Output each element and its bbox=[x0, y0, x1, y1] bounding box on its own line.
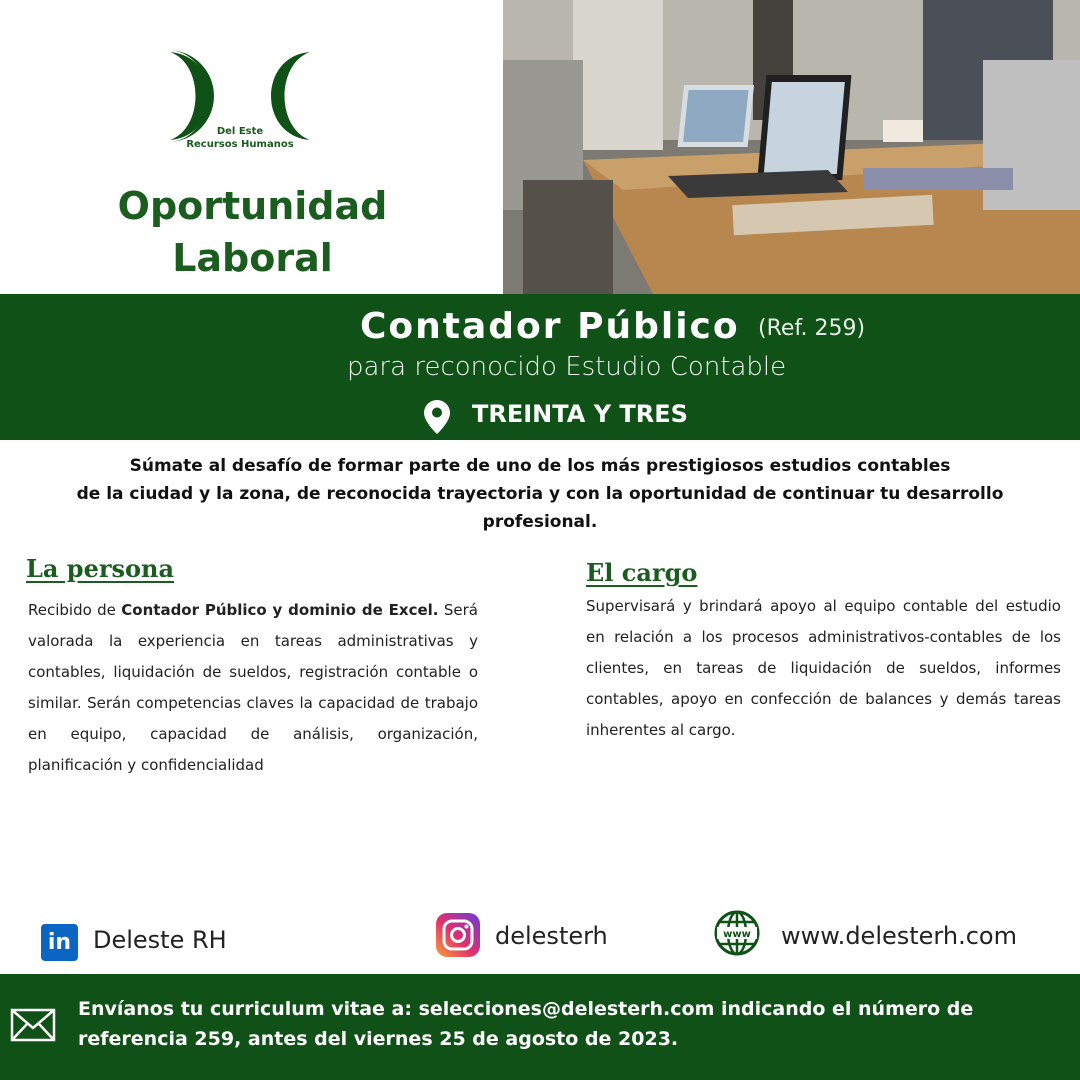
intro-text bbox=[20, 452, 1060, 536]
job-reference: (Ref. 259) bbox=[758, 316, 866, 341]
logo-line-2: Recursos Humanos bbox=[186, 139, 294, 150]
instagram-handle[interactable]: delesterh bbox=[495, 922, 608, 950]
intro-line-2: de la ciudad y la zona, de reconocida trayectoria y con la oportunidad de continuar tu desarrollo profesional. bbox=[76, 484, 1004, 532]
office-meeting-photo bbox=[503, 0, 1080, 294]
cargo-text: Supervisará y brindará apoyo al equipo contable del estudio en relación a los procesos administrativos-contables de los clientes, en tareas de liquidación de sueldos, informes contables, apoyo en confección de balances y demás tareas inherentes al cargo. bbox=[586, 597, 1061, 739]
envelope-icon bbox=[10, 1008, 56, 1042]
linkedin-icon[interactable]: in bbox=[41, 924, 78, 961]
cargo-heading: El cargo bbox=[586, 558, 698, 587]
logo-caption bbox=[160, 125, 320, 151]
globe-icon[interactable] bbox=[714, 910, 760, 956]
linkedin-handle[interactable]: Deleste RH bbox=[93, 926, 227, 954]
location-pin-icon bbox=[424, 400, 450, 434]
footer-instructions: Envíanos tu curriculum vitae a: selecciones@delesterh.com indicando el número de referencia 259, antes del viernes 25 de agosto de 2023. bbox=[78, 998, 974, 1050]
persona-text-end: Será valorada la experiencia en tareas administrativas y contables, liquidación de sueldos, registración contable o similar. Serán competencias claves la capacidad de trabajo en equipo, capacidad de análisis, organización, planificación y confidencialidad bbox=[28, 601, 478, 774]
job-title: Contador Público bbox=[360, 306, 740, 347]
persona-text-start: Recibido de bbox=[28, 601, 122, 619]
persona-text bbox=[28, 595, 478, 781]
intro-line-1: Súmate al desafío de formar parte de uno de los más prestigiosos estudios contables bbox=[129, 456, 951, 476]
globe-label: www bbox=[723, 929, 751, 940]
job-location: TREINTA Y TRES bbox=[472, 400, 688, 428]
persona-heading: La persona bbox=[26, 554, 174, 583]
website-link[interactable]: www.delesterh.com bbox=[781, 922, 1017, 950]
headline bbox=[60, 180, 445, 284]
instagram-icon[interactable] bbox=[436, 913, 480, 957]
headline-line-2: Laboral bbox=[172, 236, 333, 280]
persona-text-bold: Contador Público y dominio de Excel. bbox=[121, 601, 439, 619]
logo-line-1: Del Este bbox=[216, 126, 264, 137]
headline-line-1: Oportunidad bbox=[117, 184, 388, 228]
job-subtitle: para reconocido Estudio Contable bbox=[347, 352, 787, 382]
